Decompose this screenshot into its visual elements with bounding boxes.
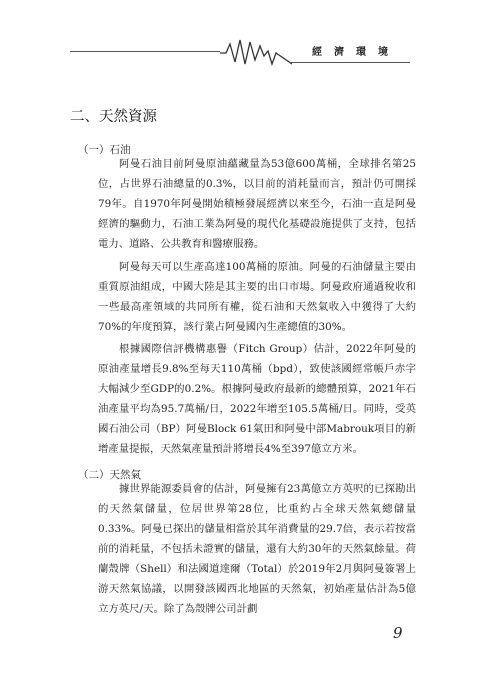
header-rule-right — [290, 62, 410, 63]
header-rule-left — [70, 51, 220, 52]
subsection-heading-gas: （二）天然氣 — [78, 469, 141, 481]
section-title: 二、天然資源 — [70, 109, 157, 125]
running-header — [0, 34, 480, 68]
oil-paragraph-3: 根據國際信評機構惠譽（Fitch Group）估計，2022年阿曼的原油產量增長9.8%至每天110萬桶（bpd），致使該國經常帳戶赤字大幅減少至GDP的0.2%。根據阿曼政府最新的總體預算，2021年石油產量平均為95.7萬桶/日，2022年增至105.5萬桶/日。同時，受英國石油公司（BP）阿曼Block 61氣田和阿曼中部Mabrouk項目的新增產量提振，天然氣產量預計將增長4%至397億立方米。 — [98, 343, 416, 455]
subsection-heading-oil: （一）石油 — [78, 144, 131, 156]
gas-paragraph-1: 據世界能源委員會的估計，阿曼擁有23萬億立方英呎的已探勘出的天然氣儲量，位居世界第28位，比重約占全球天然氣總儲量0.33%。阿曼已探出的儲量相當於其年消費量的29.7倍，表示若按當前的消耗量，不包括未證實的儲量，還有大約30年的天然氣餘量。荷蘭殼牌（Shell）和法國道達爾（Total）於2019年2月與阿曼簽署上游天然氣協議，以開發該國西北地區的天然氣，初始產量估計為5億立方英尺/天。除了為殼牌公司計劃 — [98, 483, 416, 615]
header-title: 經濟環境 — [312, 47, 400, 58]
oil-paragraph-2: 阿曼每天可以生產高達100萬桶的原油。阿曼的石油儲量主要由重質原油組成，中國大陸是其主要的出口市場。阿曼政府通過稅收和一些最高產領域的共同所有權，從石油和天然氣收入中獲得了大約70%的年度預算，該行業占阿曼國內生產總值的30%。 — [98, 261, 416, 333]
oil-paragraph-1: 阿曼石油目前阿曼原油蘊藏量為53億600萬桶，全球排名第25位，占世界石油總量的0.3%，以目前的消耗量而言，預計仍可開採79年。自1970年阿曼開始積極發展經濟以來至今，石油一直是阿曼經濟的驅動力，石油工業為阿曼的現代化基礎設施提供了支持，包括電力、道路、公共教育和醫療服務。 — [98, 158, 416, 250]
page-number: 9 — [393, 624, 403, 642]
heartbeat-line-icon — [220, 36, 292, 66]
